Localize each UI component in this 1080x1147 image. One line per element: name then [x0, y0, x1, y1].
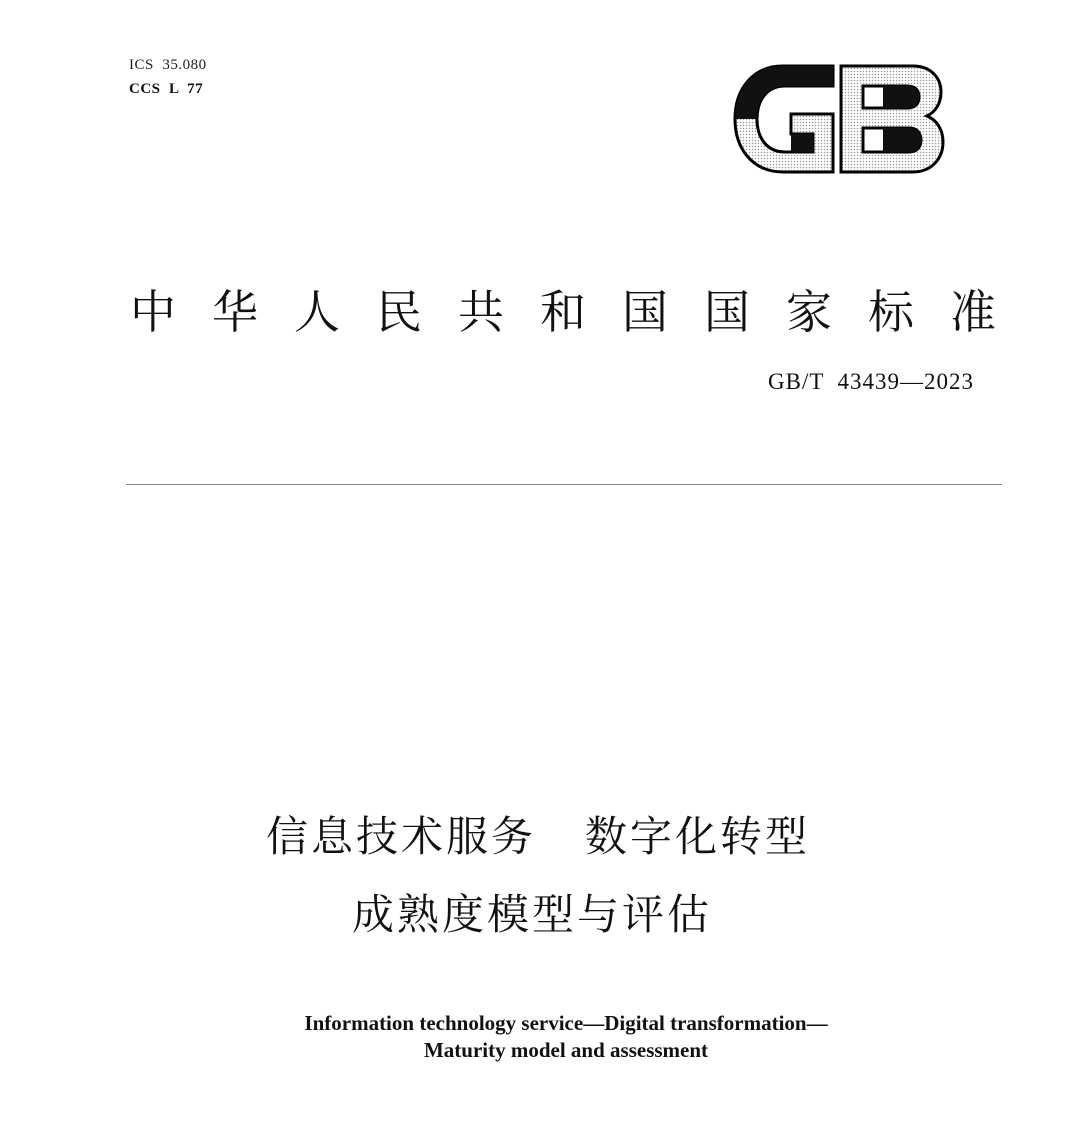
- chinese-title-line-2: 成熟度模型与评估: [351, 890, 712, 939]
- ccs-code: CCS L 77: [129, 81, 204, 97]
- national-standard-heading: 中华人民共和国国家标准: [130, 285, 1032, 339]
- gb-logo-letter-b: [841, 66, 943, 172]
- gb-logo: [733, 64, 945, 174]
- chinese-title-line-1: 信息技术服务 数字化转型: [265, 812, 811, 861]
- gb-logo-letter-g: [735, 66, 833, 172]
- header-divider: [126, 484, 1002, 485]
- ics-code: ICS 35.080: [129, 57, 207, 73]
- english-title-line-1: Information technology service—Digital transformation—: [304, 1011, 828, 1035]
- english-title-line-2: Maturity model and assessment: [423, 1038, 709, 1062]
- standard-number: GB/T 43439—2023: [768, 369, 974, 394]
